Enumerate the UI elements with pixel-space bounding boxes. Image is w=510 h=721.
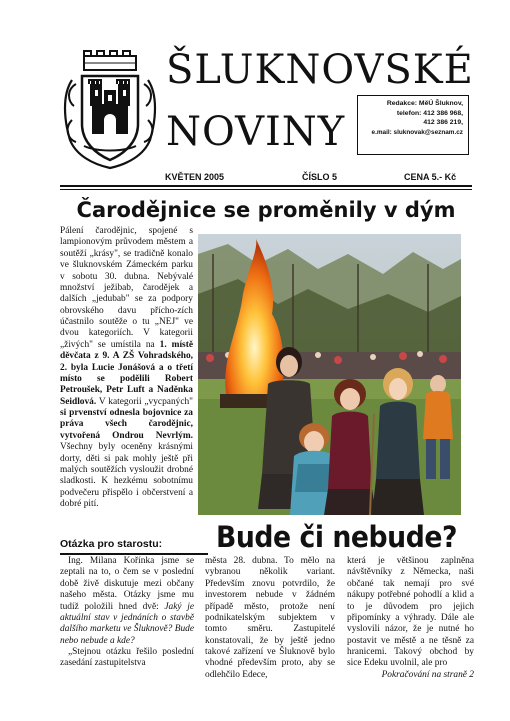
- issue-date: KVĚTEN 2005: [165, 172, 225, 182]
- article1-text: Všechny byly oceněny krásnými dorty, děti si pak mohly ještě při malých soutěžích vysloužit drobné sladkosti. K hezkému sobotnímu podvečeru přispělo i občerstvení a dobré pití.: [60, 442, 193, 509]
- contact-line: Redakce: MěÚ Šluknov,: [386, 100, 463, 107]
- article2-column-1: [60, 556, 194, 670]
- article1-text: Pálení čarodějnic, spojené s lampionovým průvodem městem a soutěží „krásy", se tradičně konalo ve šluknovském Zámeckém parku v sobotu 30. dubna. Nebývalé množství ježibab, čarodějek a dalších „jedubab" se za podpory obrovského davu přícho-zích účastnilo soutěže o tu „NEJ" ve dvou kategoriích. V kategorii „živých" se umístila na: [60, 226, 193, 350]
- article2-question: Jaký je aktuální stav v jednáních o stavbě dalšího marketu ve Šluknově? Bude nebo nebude a kde?: [60, 601, 194, 646]
- article2-text: která je většinou zaplněna návštěvníky z Německa, naši občané tak nemají pro své nákupy potřebné pohodlí a klid a to je důvodem pro jejich připomínky a výhrady. Dále ale vyslovili názor, že je nutné ho postavit ve městě a ne těsně za hranicemi. Takový obchod by sice Edeku uvolnil, ale pro: [347, 556, 474, 669]
- newspaper-title-line2: NOVINY: [166, 109, 346, 155]
- masthead-rule: [60, 185, 472, 187]
- issue-price: CENA 5.- Kč: [404, 172, 457, 182]
- newspaper-title-line1: ŠLUKNOVSKÉ: [166, 47, 474, 93]
- article2-text: Ing. Milana Kořínka jsme se zeptali na to, o čem se v poslední době živě diskutuje mezi občany našeho města. Otázky jsme mu tudíž položili hned dvě:: [60, 556, 194, 612]
- masthead-rule-thin: [60, 189, 472, 190]
- contact-phone: 412 386 219,: [423, 119, 463, 127]
- article1-body: [60, 226, 193, 510]
- article1-text: V kategorii „vycpaných": [96, 396, 193, 407]
- editorial-contact-box: [357, 95, 469, 155]
- article2-headline: Bude či nebude?: [216, 520, 458, 554]
- section-label: Otázka pro starostu:: [60, 538, 163, 550]
- contact-email: e.mail: sluknovak@seznam.cz: [371, 128, 463, 136]
- section-rule: [60, 553, 208, 555]
- contact-phone: telefon: 412 386 968,: [396, 109, 463, 117]
- bonfire-witches-photo: [198, 234, 461, 515]
- continued-link[interactable]: Pokračování na straně 2: [381, 669, 474, 680]
- article2-intro: [60, 556, 194, 647]
- article2-column-3: [347, 556, 474, 681]
- article2-column-2: města 28. dubna. To mělo na vybranou několik variant. Především znovu potvrdilo, že investorem nebude v žádném případě město, protože není podnikatelským subjektem v tomto směru. Zastupitelé konstatovali, že by ještě jedno takové zařízení ve Šluknově bylo vhodné především proto, aby se odlehčilo Edece,: [205, 556, 335, 680]
- town-coat-of-arms-icon: [62, 50, 158, 172]
- issue-number: ČÍSLO 5: [302, 172, 338, 182]
- article1-winner: si prvenství odnesla bojovnice za práva všech čarodějnic, vytvořená Ondrou Nevrlým.: [60, 408, 193, 441]
- article2-answer-start: „Stejnou otázku řešilo poslední zasedání zastupitelstva: [60, 647, 194, 669]
- article1-results: 1. místě děvčata z 9. A ZŠ Vohradského, 2. byla Lucie Jonášová a o třetí místo se podělili Robert Petroušek, Petr Luft a Naděnka Seidlová.: [60, 339, 193, 407]
- article1-headline: Čarodějnice se proměnily v dým: [76, 198, 456, 222]
